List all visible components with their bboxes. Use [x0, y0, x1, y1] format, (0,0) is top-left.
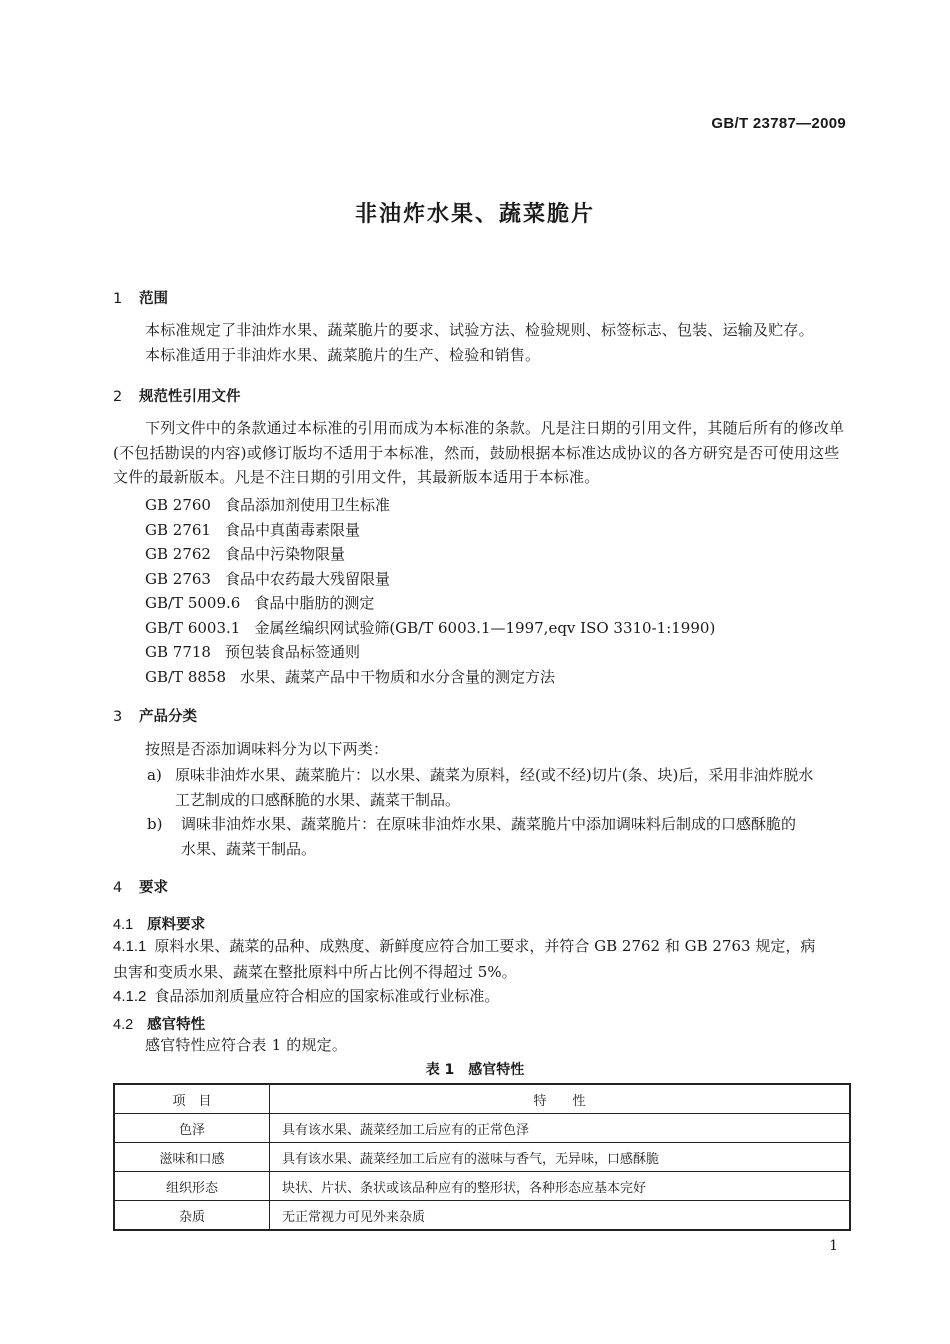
section-2-heading [113, 385, 241, 406]
clause-title: 感官特性 [147, 1017, 206, 1033]
reference-title: 食品中污染物限量 [224, 545, 345, 563]
reference-code: GB 2763 [145, 569, 211, 588]
table-cell-characteristic: 块状、片状、条状或该品种应有的整形状，各种形态应基本完好 [270, 1172, 851, 1201]
reference-item [145, 665, 715, 690]
reference-item [145, 518, 715, 543]
table-cell-characteristic: 无正常视力可见外来杂质 [270, 1201, 851, 1231]
standard-number: GB/T 23787—2009 [711, 115, 846, 132]
paragraph: 下列文件中的条款通过本标准的引用而成为本标准的条款。凡是注日期的引用文件，其随后所有的修改单(不包括勘误的内容)或修订版均不适用于本标准，然而，鼓励根据本标准达成协议的各方研究是否可使用这些文件的最新版本。凡是不注日期的引用文件，其最新版本适用于本标准。 [113, 419, 845, 486]
reference-item [145, 591, 715, 616]
section-number: 1 [113, 291, 123, 307]
section-3-heading [113, 705, 197, 726]
section-number: 2 [113, 389, 123, 405]
table-cell-characteristic: 具有该水果、蔬菜经加工后应有的正常色泽 [270, 1114, 851, 1143]
list-text: 原味非油炸水果、蔬菜脆片：以水果、蔬菜为原料，经(或不经)切片(条、块)后，采用非油炸脱水 [175, 766, 814, 784]
clause-number: 4.1.1 [113, 938, 147, 955]
reference-title: 食品中脂肪的测定 [254, 594, 375, 612]
list-text-continuation: 水果、蔬菜干制品。 [181, 839, 317, 858]
reference-code: GB 2762 [145, 545, 211, 563]
clause-4-1-2 [113, 984, 853, 1010]
page-number: 1 [829, 1238, 838, 1254]
list-item [113, 812, 853, 861]
reference-code: GB/T 5009.6 [145, 594, 241, 612]
clause-text: 食品添加剂质量应符合相应的国家标准或行业标准。 [154, 987, 500, 1005]
section-title: 产品分类 [139, 709, 197, 725]
table-cell-item: 色泽 [114, 1114, 270, 1143]
table-row [114, 1114, 850, 1143]
document-title: 非油炸水果、蔬菜脆片 [354, 202, 595, 227]
table-caption: 表 1 感官特性 [425, 1062, 525, 1078]
clause-text: 原料水果、蔬菜的品种、成熟度、新鲜度应符合加工要求，并符合 GB 2762 和 GB 2763 规定，病 [154, 937, 816, 955]
reference-code: GB 2761 [145, 520, 211, 539]
sensory-characteristics-table [113, 1083, 851, 1231]
paragraph: 本标准规定了非油炸水果、蔬菜脆片的要求、试验方法、检验规则、标签标志、包装、运输及贮存。 [145, 321, 814, 339]
column-header-characteristic: 特 性 [270, 1084, 851, 1114]
clause-number: 4.1 [113, 917, 134, 933]
reference-code: GB/T 6003.1 [145, 618, 241, 637]
reference-title: 食品添加剂使用卫生标准 [224, 496, 390, 514]
column-header-item: 项 目 [114, 1084, 270, 1114]
section-title: 规范性引用文件 [139, 389, 241, 405]
normative-references-list [145, 493, 715, 689]
clause-title: 原料要求 [147, 917, 206, 933]
reference-item [145, 616, 715, 641]
reference-item [145, 493, 715, 518]
clause-text-continuation: 虫害和变质水果、蔬菜在整批原料中所占比例不得超过 5%。 [113, 962, 517, 981]
reference-title: 预包装食品标签通则 [224, 643, 360, 661]
reference-title: 食品中真菌毒素限量 [224, 520, 360, 539]
reference-item [145, 640, 715, 665]
paragraph: 感官特性应符合表 1 的规定。 [145, 1036, 348, 1054]
table-cell-item: 杂质 [114, 1201, 270, 1231]
reference-title: 金属丝编织网试验筛(GB/T 6003.1—1997,eqv ISO 3310-1:1990) [254, 618, 716, 637]
section-title: 要求 [139, 880, 168, 896]
reference-item [145, 567, 715, 592]
section-number: 3 [113, 709, 123, 725]
list-text-continuation: 工艺制成的口感酥脆的水果、蔬菜干制品。 [175, 790, 461, 809]
list-item [113, 763, 853, 812]
table-row [114, 1172, 850, 1201]
section-1-heading [113, 287, 168, 308]
reference-code: GB/T 8858 [145, 667, 227, 686]
reference-title: 食品中农药最大残留限量 [224, 569, 390, 588]
clause-4-2-heading [113, 1013, 205, 1034]
table-cell-characteristic: 具有该水果、蔬菜经加工后应有的滋味与香气，无异味，口感酥脆 [270, 1143, 851, 1172]
section-number: 4 [113, 880, 123, 896]
clause-number: 4.2 [113, 1017, 134, 1033]
table-row [114, 1143, 850, 1172]
clause-4-1-heading [113, 913, 205, 934]
paragraph: 按照是否添加调味料分为以下两类： [145, 740, 389, 758]
list-marker: a) [147, 766, 162, 784]
list-text: 调味非油炸水果、蔬菜脆片：在原味非油炸水果、蔬菜脆片中添加调味料后制成的口感酥脆的 [181, 815, 797, 833]
reference-code: GB 7718 [145, 643, 211, 661]
section-4-heading [113, 876, 168, 897]
clause-number: 4.1.2 [113, 988, 147, 1005]
reference-item [145, 542, 715, 567]
clause-4-1-1 [113, 934, 853, 984]
table-cell-item: 组织形态 [114, 1172, 270, 1201]
paragraph: 本标准适用于非油炸水果、蔬菜脆片的生产、检验和销售。 [145, 346, 541, 364]
table-row [114, 1201, 850, 1231]
section-title: 范围 [139, 291, 168, 307]
list-marker: b) [147, 815, 163, 833]
table-cell-item: 滋味和口感 [114, 1143, 270, 1172]
table-header-row [114, 1084, 850, 1114]
reference-title: 水果、蔬菜产品中干物质和水分含量的测定方法 [240, 667, 556, 686]
reference-code: GB 2760 [145, 496, 211, 514]
